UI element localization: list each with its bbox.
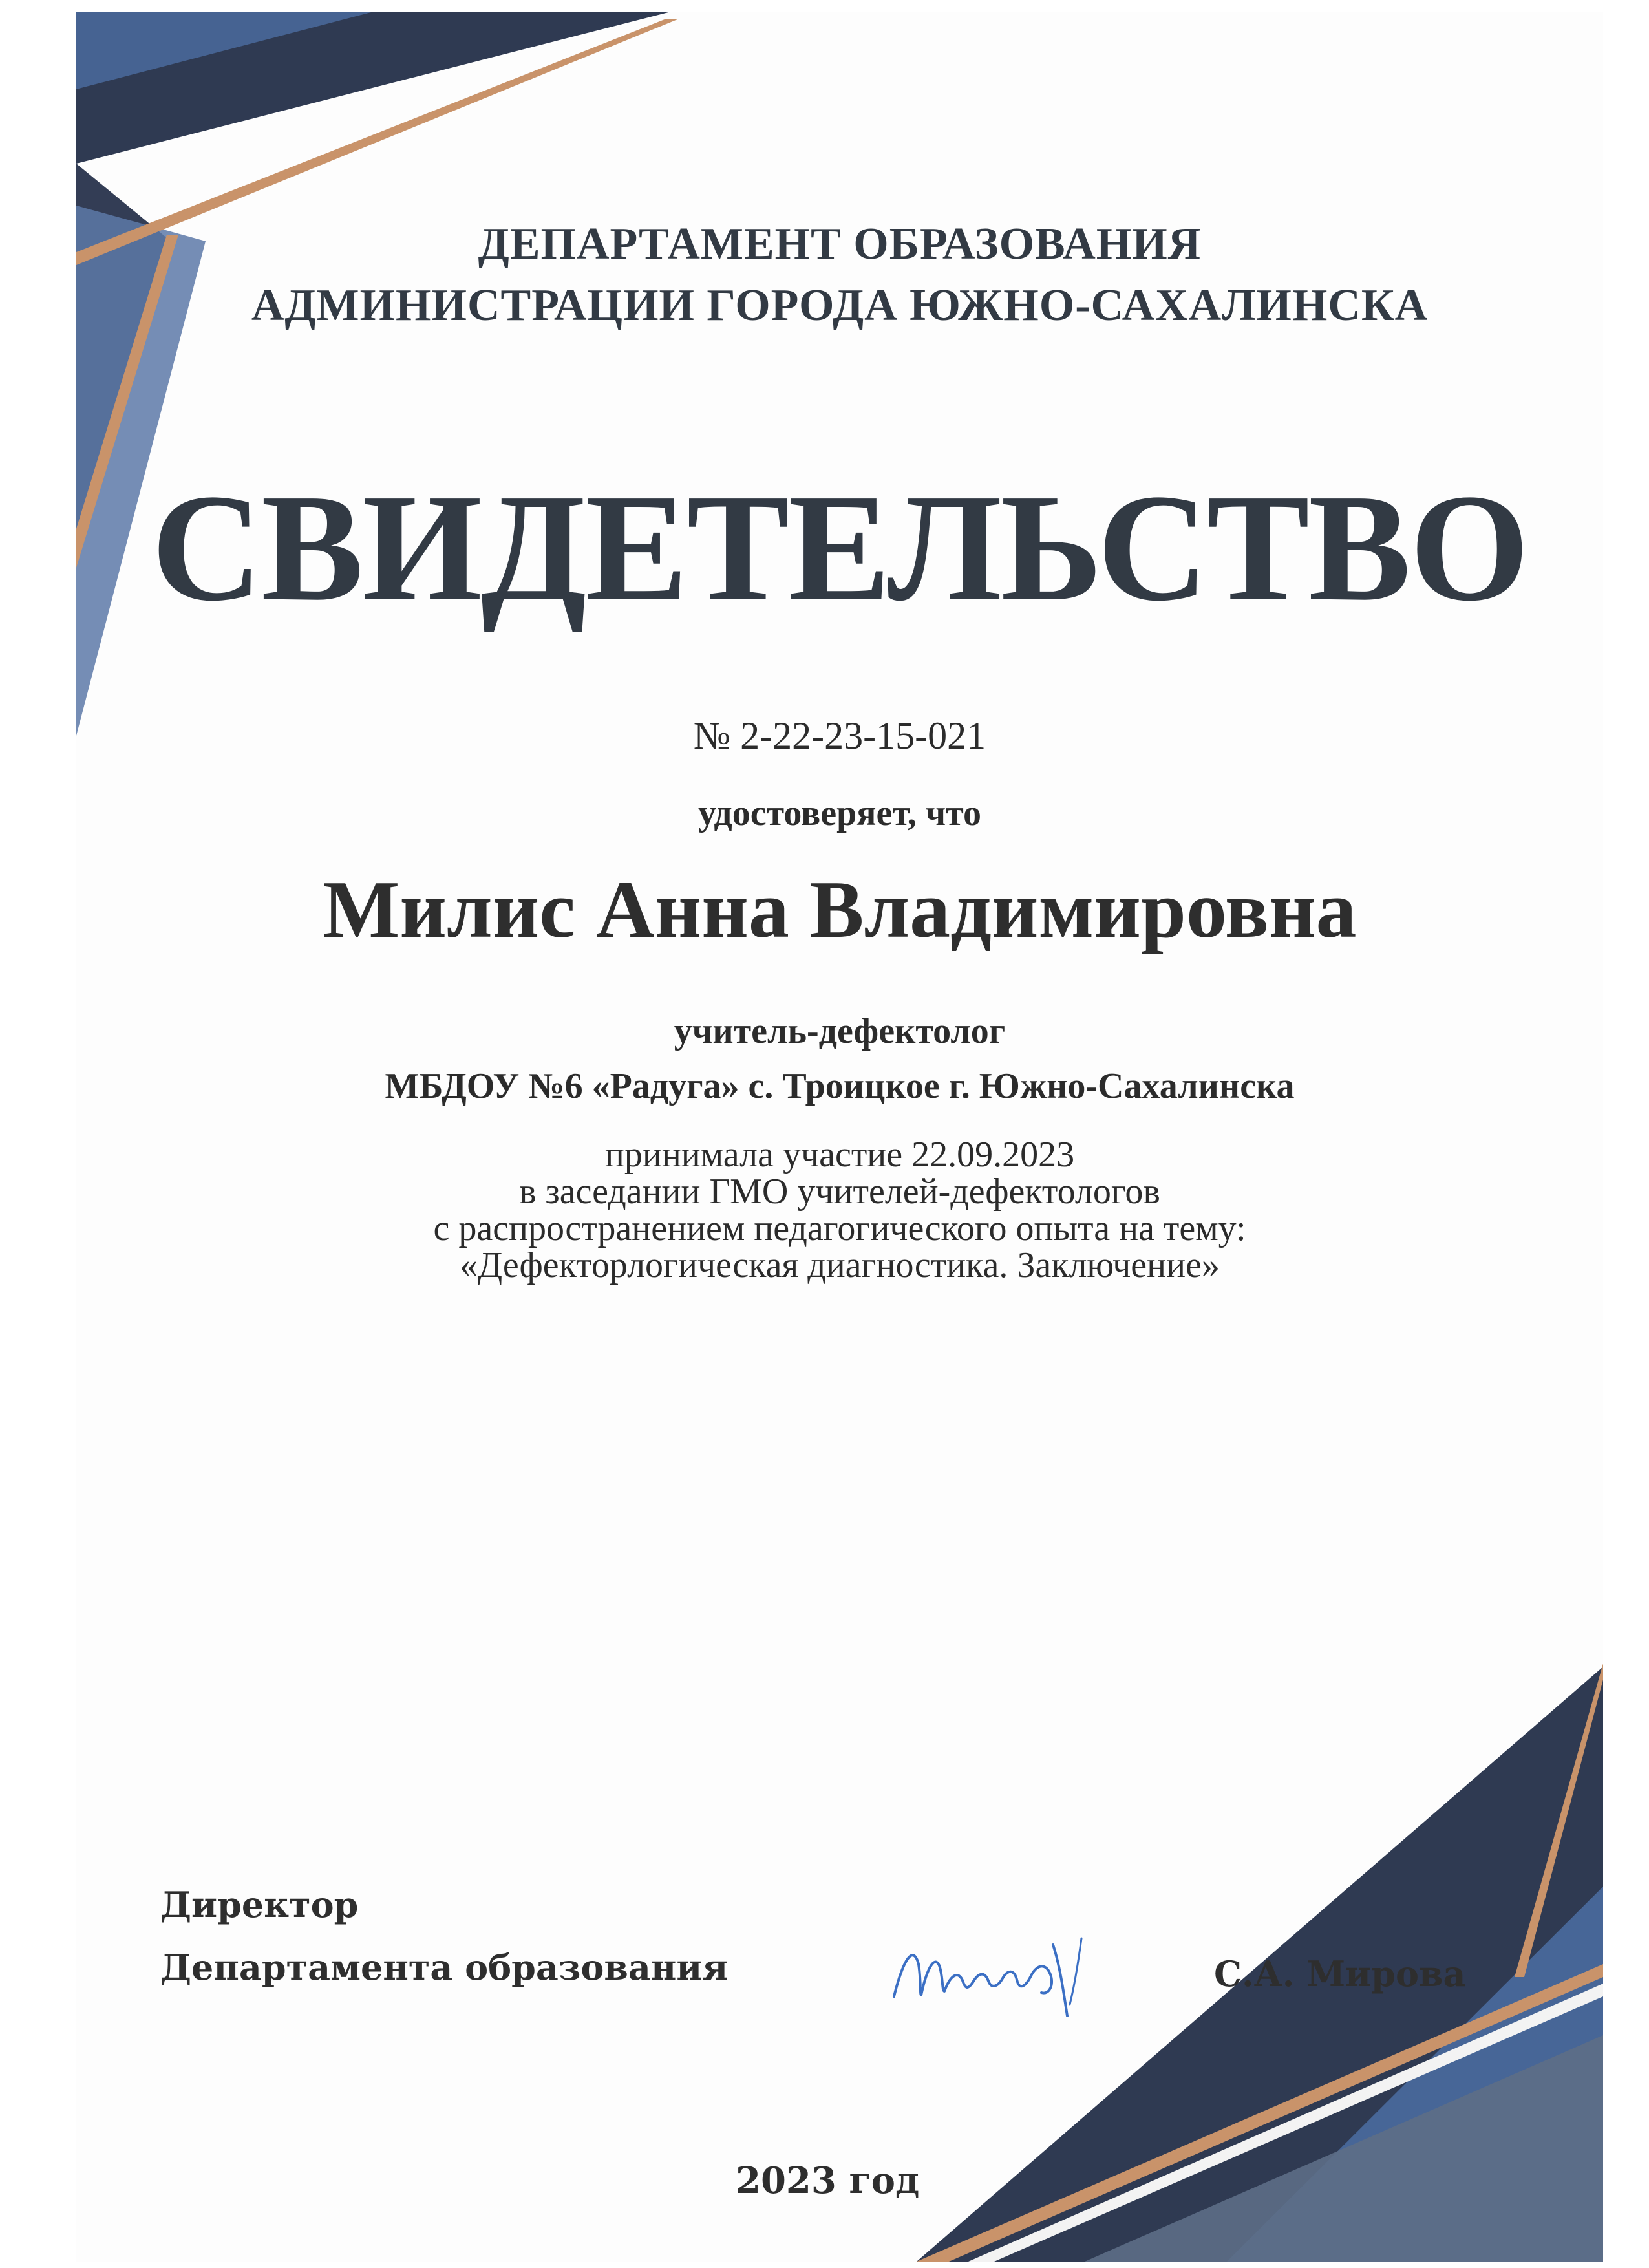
participation-line-1: принимала участие 22.09.2023 bbox=[604, 1135, 1075, 1175]
signature-stroke-3 bbox=[1070, 1938, 1081, 2004]
certificate-sheet bbox=[76, 12, 1603, 2262]
department-line-1: ДЕПАРТАМЕНТ ОБРАЗОВАНИЯ bbox=[478, 219, 1202, 269]
department-header bbox=[76, 213, 1603, 336]
handwritten-signature bbox=[888, 1919, 1094, 2029]
certificate-number: № 2-22-23-15-021 bbox=[693, 714, 986, 757]
signatory-title-line-2: Департамента образования bbox=[160, 1947, 729, 1988]
department-line-2: АДМИНИСТРАЦИИ ГОРОДА ЮЖНО-САХАЛИНСКА bbox=[251, 281, 1429, 330]
participation-line-2: в заседании ГМО учителей-дефектологов bbox=[519, 1171, 1160, 1212]
signatory-title-line-1: Директор bbox=[160, 1884, 359, 1925]
recipient-position bbox=[76, 1004, 1603, 1114]
participation-statement bbox=[76, 1137, 1603, 1284]
recipient-role: учитель-дефектолог bbox=[674, 1011, 1006, 1051]
signature-stroke-2 bbox=[1053, 1945, 1067, 2016]
participation-line-3: с распространением педагогического опыта на тему: bbox=[433, 1208, 1246, 1248]
participation-line-4: «Дефекторлогическая диагностика. Заключение» bbox=[460, 1245, 1220, 1285]
signatory-name: С.А. Мирова bbox=[1214, 1953, 1466, 1995]
recipient-organization: МБДОУ №6 «Радуга» с. Троицкое г. Южно-Сахалинска bbox=[385, 1066, 1295, 1106]
document-title: СВИДЕТЕЛЬСТВО bbox=[151, 463, 1528, 633]
certifies-text: удостоверяет, что bbox=[697, 793, 982, 833]
signatory-title bbox=[160, 1874, 728, 1999]
signature-stroke-1 bbox=[894, 1955, 1052, 1996]
recipient-name: Милис Анна Владимировна bbox=[323, 865, 1357, 955]
issue-year: 2023 год bbox=[736, 2159, 920, 2202]
